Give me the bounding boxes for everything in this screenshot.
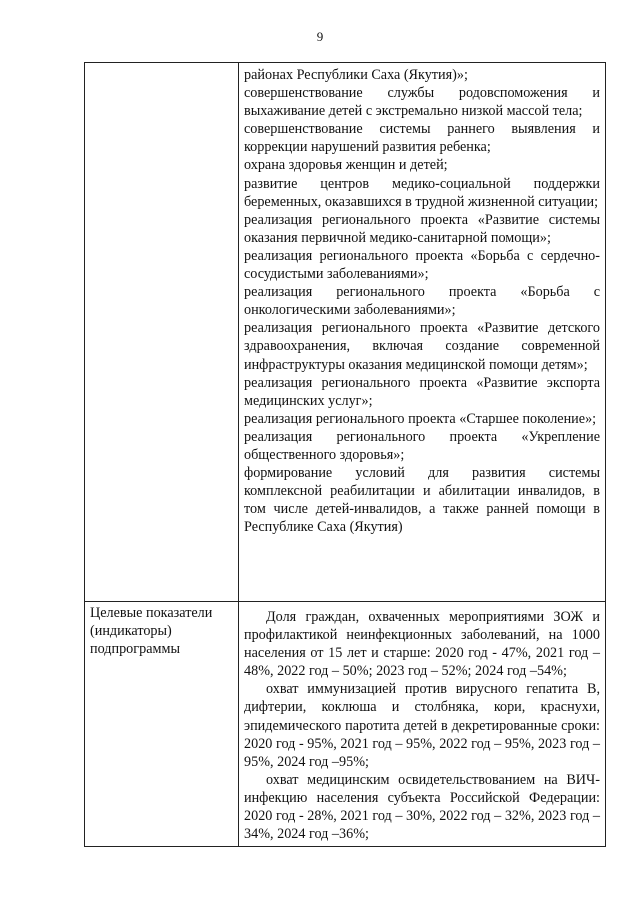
table-row <box>85 602 606 847</box>
subprogram-passport-table <box>84 62 606 847</box>
list-item: формирование условий для развития системы комплексной реабилитации и абилитации инвалидов, в том числе детей-инвалидов, а также ранней помощи в Республике Саха (Якутия) <box>244 465 600 536</box>
table-row <box>85 63 606 602</box>
list-item: развитие центров медико-социальной поддержки беременных, оказавшихся в трудной жизненной ситуации; <box>244 175 600 210</box>
indicator-item: охват медицинским освидетельствованием на ВИЧ-инфекцию населения субъекта Российской Федерации: 2020 год - 28%, 2021 год – 30%, 2022 год – 32%, 2023 год – 34%, 2024 год –36%; <box>244 771 600 843</box>
list-item: реализация регионального проекта «Старшее поколение»; <box>244 410 597 427</box>
list-item: районах Республики Саха (Якутия)»; <box>244 67 468 83</box>
list-item: реализация регионального проекта «Борьба с онкологическими заболеваниями»; <box>244 284 600 319</box>
list-item: охрана здоровья женщин и детей; <box>244 157 448 174</box>
measures-list-cell <box>239 63 606 602</box>
list-item: реализация регионального проекта «Борьба с сердечно-сосудистыми заболеваниями»; <box>244 247 600 283</box>
list-item: совершенствование службы родовспоможения и выхаживание детей с экстремально низкой массой тела; <box>244 85 600 120</box>
row-label-cell <box>85 63 239 602</box>
indicator-item: Доля граждан, охваченных мероприятиями ЗОЖ и профилактикой неинфекционных заболеваний, на 1000 населения от 15 лет и старше: 2020 год - 47%, 2021 год – 48%, 2022 год – 50%; 2023 год – 52%; 2024 год –54%; <box>244 609 600 680</box>
list-item: реализация регионального проекта «Развитие экспорта медицинских услуг»; <box>244 374 600 409</box>
list-item: реализация регионального проекта «Развитие системы оказания первичной медико-санитарной помощи»; <box>244 211 600 246</box>
list-item: совершенствование системы раннего выявления и коррекции нарушений развития ребенка; <box>244 121 600 156</box>
list-item: реализация регионального проекта «Развитие детского здравоохранения, включая создание современной инфраструктуры оказания медицинской помощи детям»; <box>244 320 600 373</box>
indicators-label: Целевые показатели (индикаторы) подпрограммы <box>85 602 239 847</box>
indicator-item: охват иммунизацией против вирусного гепатита В, дифтерии, коклюша и столбняка, кори, краснухи, эпидемического паротита детей в декретированные сроки: 2020 год - 95%, 2021 год – 95%, 2022 год – 95%, 2023 год – 95%, 2024 год –95%; <box>244 681 600 770</box>
page-number: 9 <box>316 29 324 44</box>
list-item: реализация регионального проекта «Укрепление общественного здоровья»; <box>244 428 600 463</box>
indicators-list-cell <box>239 602 606 847</box>
